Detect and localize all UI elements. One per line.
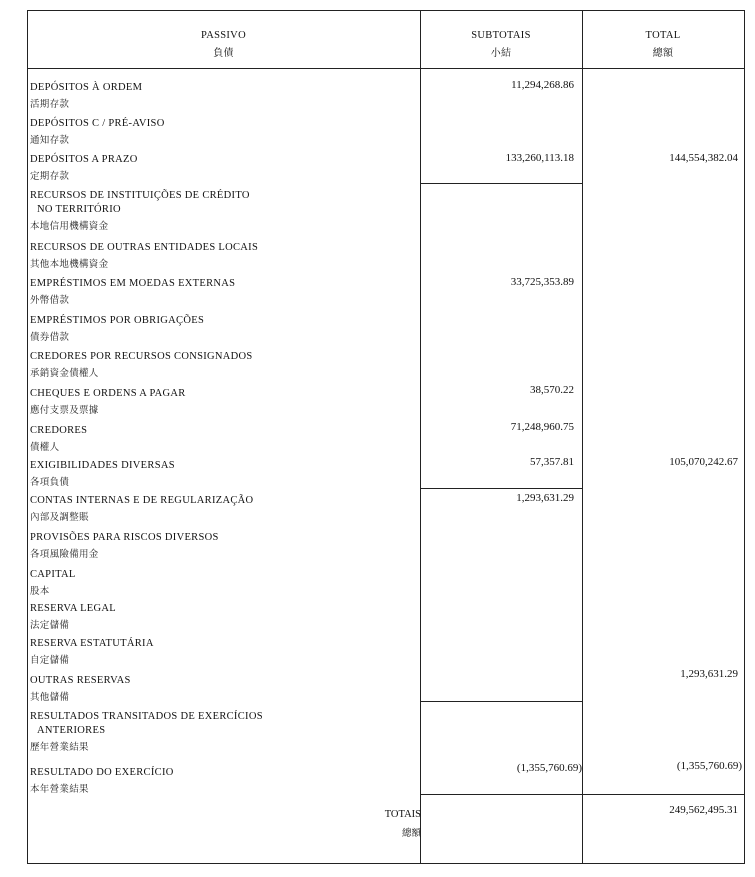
row-label-credores-consignados [30, 351, 253, 379]
row-pt: PROVISÕES PARA RISCOS DIVERSOS [30, 532, 219, 543]
totals-label [385, 809, 421, 839]
row-zh: 通知存款 [30, 135, 70, 146]
row-zh: 各項風險備用金 [30, 549, 99, 560]
row-label-provisoes [30, 532, 219, 560]
row-label-contas-internas [30, 495, 253, 523]
row-zh: 其他儲備 [30, 692, 70, 703]
total-value: 105,070,242.67 [669, 456, 738, 468]
totals-label-pt: TOTAIS [384, 809, 421, 820]
row-label-outras-reservas [30, 675, 131, 703]
group-divider-3 [420, 701, 582, 702]
row-zh: 歷年營業結果 [30, 742, 89, 753]
row-pt: EMPRÉSTIMOS EM MOEDAS EXTERNAS [30, 278, 236, 289]
row-zh: 自定儲備 [30, 655, 70, 666]
row-pt: RECURSOS DE OUTRAS ENTIDADES LOCAIS [30, 242, 259, 253]
subtotal-col-right [582, 10, 583, 864]
frame-left [27, 10, 28, 864]
row-label-credores [30, 425, 87, 453]
group-divider-1 [420, 183, 582, 184]
subtotal-value: 57,357.81 [530, 456, 574, 468]
row-pt: DEPÓSITOS A PRAZO [30, 154, 138, 165]
row-label-recursos-instituicoes [30, 190, 250, 232]
total-value: 1,293,631.29 [680, 668, 738, 680]
row-zh: 法定儲備 [30, 620, 70, 631]
row-zh: 內部及調整賬 [30, 512, 89, 523]
row-label-resultados-transitados [30, 711, 263, 753]
totals-divider [420, 794, 745, 795]
row-zh: 債權人 [30, 442, 60, 453]
row-label-exigibilidades [30, 460, 175, 488]
row-label-depositos-ordem [30, 82, 142, 110]
total-value: 144,554,382.04 [669, 152, 738, 164]
row-pt: EMPRÉSTIMOS POR OBRIGAÇÕES [30, 315, 205, 326]
header-subtotais-label: SUBTOTAIS [471, 30, 531, 41]
row-pt: CONTAS INTERNAS E DE REGULARIZAÇÃO [30, 495, 254, 506]
row-zh: 應付支票及票據 [30, 405, 99, 416]
row-label-capital [30, 569, 76, 597]
row-label-reserva-estatutaria [30, 638, 154, 666]
row-pt: OUTRAS RESERVAS [30, 675, 131, 686]
row-zh: 外幣借款 [30, 295, 70, 306]
subtotal-value: 33,725,353.89 [510, 276, 574, 288]
row-pt-continued: ANTERIORES [37, 725, 106, 736]
row-pt: DEPÓSITOS À ORDEM [30, 82, 143, 93]
row-pt-continued: NO TERRITÓRIO [37, 204, 121, 215]
row-pt: RESULTADO DO EXERCÍCIO [30, 767, 174, 778]
header-total-label: TOTAL [645, 30, 681, 41]
header-passivo-zh: 負債 [213, 48, 234, 59]
header-divider [27, 68, 745, 69]
header-passivo [27, 30, 420, 59]
row-pt: EXIGIBILIDADES DIVERSAS [30, 460, 175, 471]
grand-total-value: 249,562,495.31 [669, 804, 738, 816]
row-label-emprestimos-obrigacoes [30, 315, 204, 343]
row-label-recursos-outras [30, 242, 258, 270]
row-label-reserva-legal [30, 603, 116, 631]
row-label-depositos-prazo [30, 154, 138, 182]
row-zh: 其他本地機構資金 [30, 259, 109, 270]
subtotal-value: 1,293,631.29 [516, 492, 574, 504]
row-pt: CREDORES POR RECURSOS CONSIGNADOS [30, 351, 253, 362]
row-zh: 活期存款 [30, 99, 70, 110]
row-pt: CHEQUES E ORDENS A PAGAR [30, 388, 186, 399]
row-zh: 本地信用機構資金 [30, 221, 109, 232]
row-zh: 本年營業結果 [30, 784, 89, 795]
subtotal-value: 71,248,960.75 [510, 421, 574, 433]
row-zh: 股本 [30, 586, 50, 597]
header-subtotais [420, 30, 582, 59]
header-total-zh: 總額 [652, 48, 674, 59]
subtotal-value: 11,294,268.86 [511, 79, 574, 91]
totals-label-zh: 總額 [401, 828, 421, 839]
row-pt: RESERVA ESTATUTÁRIA [30, 638, 154, 649]
row-pt: RESULTADOS TRANSITADOS DE EXERCÍCIOS [30, 711, 263, 722]
row-pt: RESERVA LEGAL [30, 603, 116, 614]
row-label-emprestimos-moedas [30, 278, 235, 306]
subtotal-value: (1,355,760.69) [516, 762, 582, 774]
row-pt: RECURSOS DE INSTITUIÇÕES DE CRÉDITO [30, 190, 250, 201]
subtotal-value: 38,570.22 [530, 384, 574, 396]
subtotal-col-left [420, 10, 421, 864]
row-zh: 承銷資金債權人 [30, 368, 99, 379]
frame-bottom [27, 863, 745, 864]
row-label-resultado-exercicio [30, 767, 174, 795]
row-pt: CAPITAL [30, 569, 76, 580]
subtotal-value: 133,260,113.18 [505, 152, 574, 164]
total-value: (1,355,760.69) [676, 760, 742, 772]
row-zh: 債券借款 [30, 332, 70, 343]
row-zh: 定期存款 [30, 171, 70, 182]
row-pt: CREDORES [30, 425, 88, 436]
row-zh: 各項負債 [30, 477, 70, 488]
row-pt: DEPÓSITOS C / PRÉ-AVISO [30, 118, 165, 129]
frame-top [27, 10, 745, 11]
row-label-cheques [30, 388, 186, 416]
header-total [582, 30, 744, 59]
row-label-depositos-pre-aviso [30, 118, 165, 146]
header-subtotais-zh: 小結 [490, 48, 512, 59]
frame-right [744, 10, 745, 864]
header-passivo-label: PASSIVO [201, 30, 246, 41]
group-divider-2 [420, 488, 582, 489]
